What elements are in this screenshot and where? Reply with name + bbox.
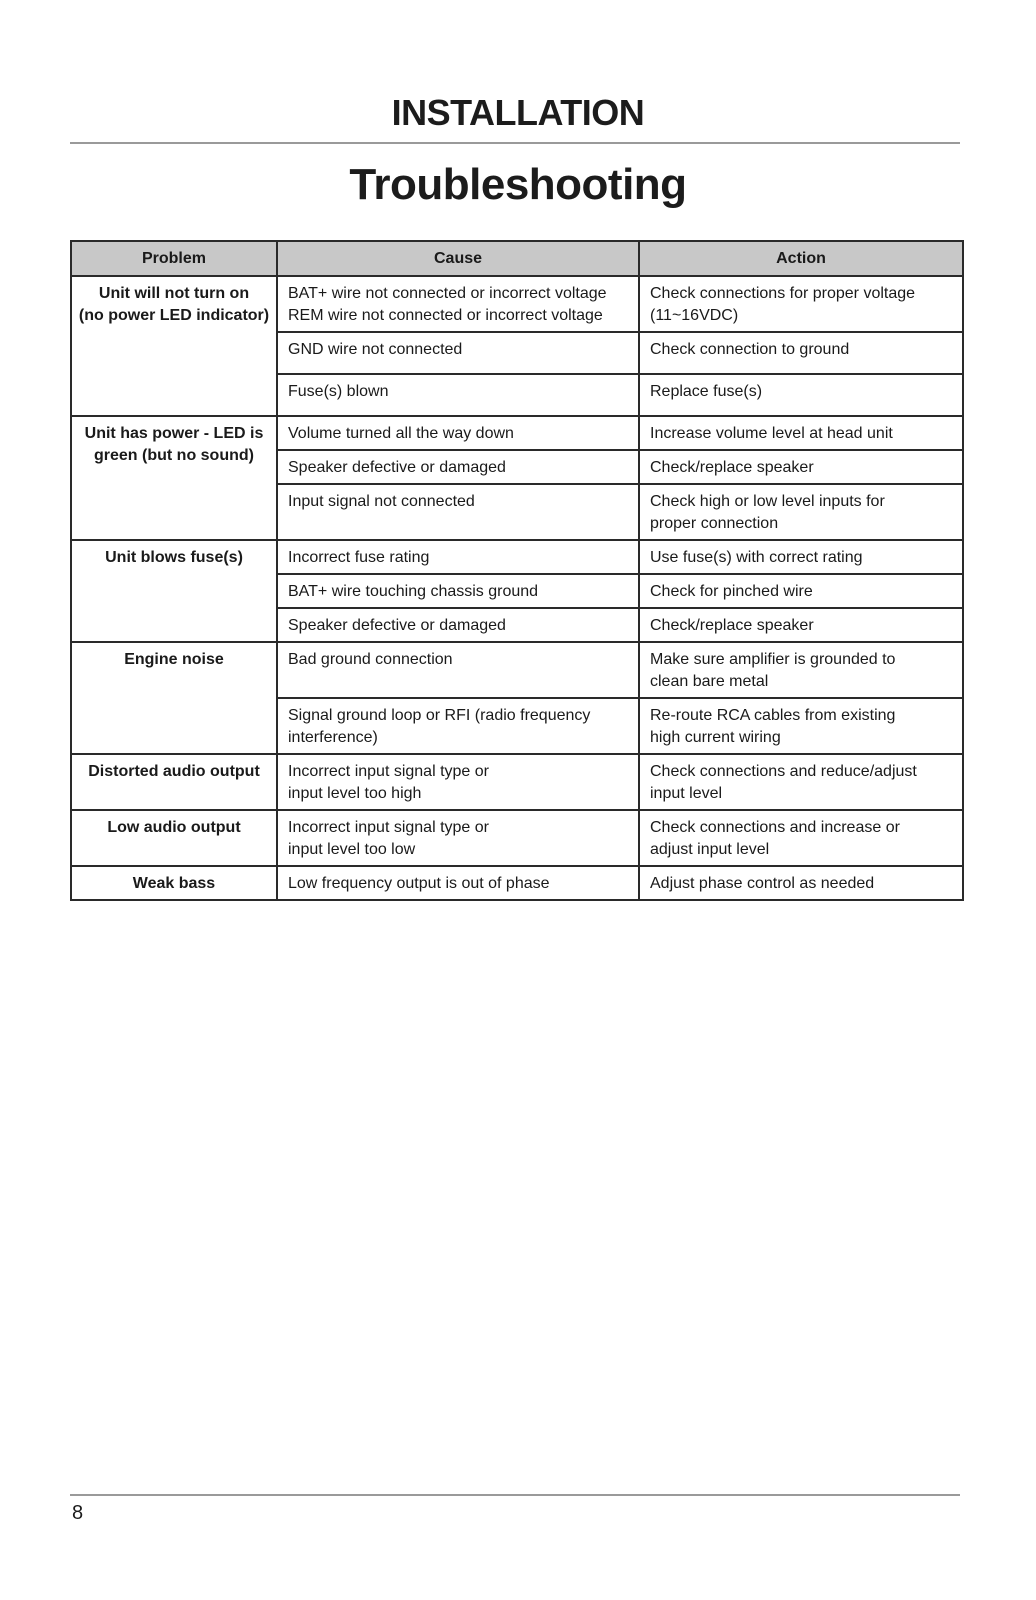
- column-header-problem: Problem: [71, 241, 277, 276]
- action-cell: Use fuse(s) with correct rating: [639, 540, 963, 574]
- problem-cell: Weak bass: [71, 866, 277, 900]
- table-body: [71, 276, 963, 900]
- cause-cell: Speaker defective or damaged: [277, 450, 639, 484]
- action-cell: Re-route RCA cables from existing high current wiring: [639, 698, 963, 754]
- table-header-row: [71, 241, 963, 276]
- column-header-action: Action: [639, 241, 963, 276]
- action-cell: Check connections and reduce/adjust input level: [639, 754, 963, 810]
- cause-cell: Bad ground connection: [277, 642, 639, 698]
- troubleshooting-table: [70, 240, 964, 901]
- action-cell: Replace fuse(s): [639, 374, 963, 416]
- action-cell: Increase volume level at head unit: [639, 416, 963, 450]
- header-rule: [70, 142, 960, 144]
- action-cell: Make sure amplifier is grounded to clean bare metal: [639, 642, 963, 698]
- cause-cell: BAT+ wire not connected or incorrect voltage REM wire not connected or incorrect voltage: [277, 276, 639, 332]
- cause-cell: Incorrect input signal type or input level too low: [277, 810, 639, 866]
- action-cell: Check/replace speaker: [639, 608, 963, 642]
- cause-cell: Incorrect fuse rating: [277, 540, 639, 574]
- cause-cell: Speaker defective or damaged: [277, 608, 639, 642]
- action-cell: Check/replace speaker: [639, 450, 963, 484]
- cause-cell: Incorrect input signal type or input level too high: [277, 754, 639, 810]
- table-row: [71, 866, 963, 900]
- page-title: Troubleshooting: [349, 160, 687, 209]
- table-row: [71, 416, 963, 450]
- action-cell: Check high or low level inputs for proper connection: [639, 484, 963, 540]
- cause-cell: BAT+ wire touching chassis ground: [277, 574, 639, 608]
- problem-cell: Engine noise: [71, 642, 277, 754]
- problem-cell: Unit has power - LED is green (but no sound): [71, 416, 277, 540]
- action-cell: Check for pinched wire: [639, 574, 963, 608]
- action-cell: Check connections for proper voltage (11~16VDC): [639, 276, 963, 332]
- section-title: INSTALLATION: [391, 92, 645, 133]
- problem-cell: Unit blows fuse(s): [71, 540, 277, 642]
- table-row: [71, 810, 963, 866]
- table-row: [71, 642, 963, 698]
- problem-cell: Distorted audio output: [71, 754, 277, 810]
- cause-cell: Input signal not connected: [277, 484, 639, 540]
- table-row: [71, 276, 963, 332]
- action-cell: Check connection to ground: [639, 332, 963, 374]
- column-header-cause: Cause: [277, 241, 639, 276]
- cause-cell: Fuse(s) blown: [277, 374, 639, 416]
- problem-cell: Low audio output: [71, 810, 277, 866]
- page-number: 8: [72, 1502, 84, 1524]
- table-row: [71, 540, 963, 574]
- cause-cell: Low frequency output is out of phase: [277, 866, 639, 900]
- problem-cell: Unit will not turn on (no power LED indicator): [71, 276, 277, 416]
- action-cell: Adjust phase control as needed: [639, 866, 963, 900]
- cause-cell: Signal ground loop or RFI (radio frequency interference): [277, 698, 639, 754]
- cause-cell: Volume turned all the way down: [277, 416, 639, 450]
- table-row: [71, 754, 963, 810]
- cause-cell: GND wire not connected: [277, 332, 639, 374]
- footer-rule: [70, 1494, 960, 1496]
- action-cell: Check connections and increase or adjust input level: [639, 810, 963, 866]
